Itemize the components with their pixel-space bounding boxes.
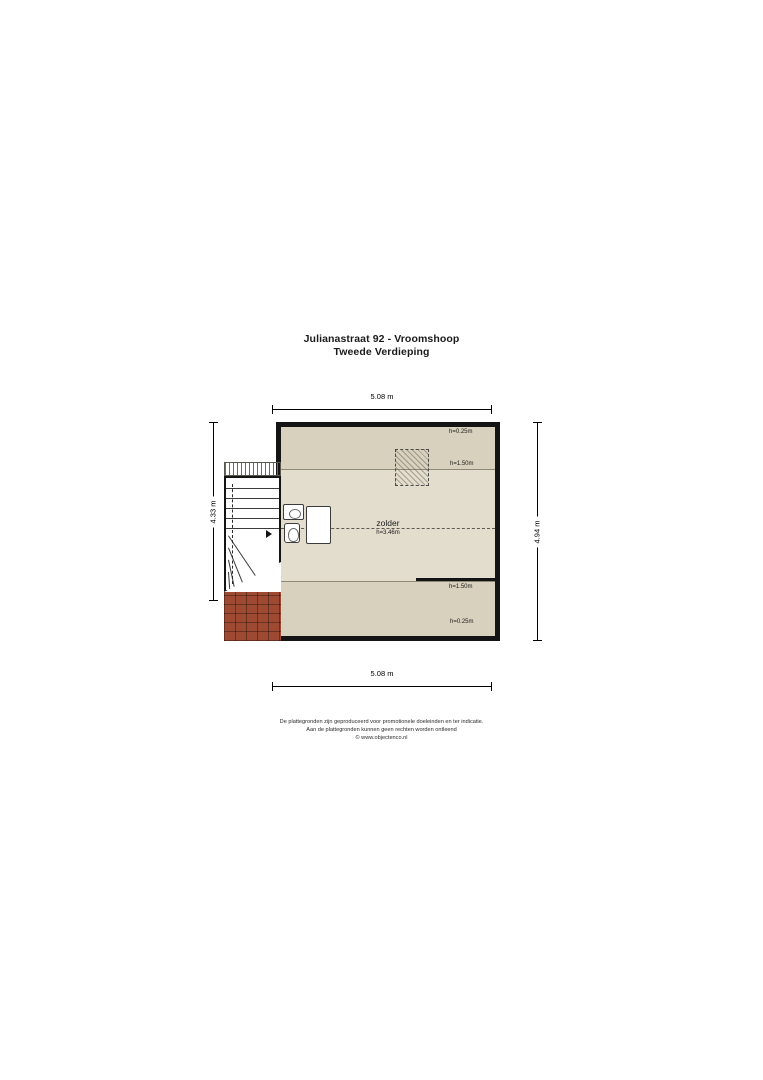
dimension-top-width-label: 5.08 m bbox=[367, 392, 398, 401]
dimension-tick-top bbox=[209, 422, 218, 423]
stair-hatch-icon bbox=[224, 462, 281, 476]
dimension-left-height-label: 4.33 m bbox=[209, 496, 218, 527]
height-tag-bottom-025: h=0.25m bbox=[450, 619, 474, 625]
stair-void-triangle bbox=[224, 562, 281, 592]
dimension-tick-left bbox=[272, 682, 273, 691]
stair-direction-arrow-icon bbox=[266, 530, 272, 538]
floorplan-area bbox=[200, 365, 560, 705]
dimension-tick-bottom bbox=[533, 640, 542, 641]
bathtub-icon bbox=[306, 506, 331, 544]
copyright-line: © www.objectenco.nl bbox=[355, 735, 408, 741]
dimension-right-height-label: 4.94 m bbox=[533, 516, 542, 547]
disclaimer-line-2: Aan de plattegronden kunnen geen rechten worden ontleend bbox=[306, 727, 457, 733]
dimension-left-height bbox=[206, 422, 220, 601]
roof-tile-area bbox=[224, 592, 281, 641]
chimney-shaft-icon bbox=[395, 449, 429, 486]
disclaimer-line-1: De plattegronden zijn geproduceerd voor promotionele doeleinden en ter indicatie. bbox=[279, 719, 484, 725]
dimension-tick-right bbox=[491, 405, 492, 414]
low-wall-right bbox=[416, 578, 495, 581]
dimension-tick-bottom bbox=[209, 600, 218, 601]
height-tag-bottom-150: h=1.50m bbox=[449, 584, 473, 590]
ceiling-zone-divider-bottom bbox=[281, 581, 495, 582]
dimension-right-height bbox=[530, 422, 544, 641]
height-tag-top-025: h=0.25m bbox=[449, 429, 473, 435]
room-ceiling-height: h=3.46m bbox=[376, 530, 400, 536]
plan-floor-name: Tweede Verdieping bbox=[333, 346, 430, 358]
washbasin-icon bbox=[283, 504, 304, 520]
dimension-tick-top bbox=[533, 422, 542, 423]
height-tag-top-150: h=1.50m bbox=[450, 461, 474, 467]
disclaimer-block bbox=[0, 718, 763, 742]
plan-title-block bbox=[0, 333, 763, 359]
room-name: zolder bbox=[376, 518, 400, 528]
dimension-top-width bbox=[272, 392, 492, 415]
dimension-tick-left bbox=[272, 405, 273, 414]
dimension-bottom-width bbox=[272, 669, 492, 692]
dimension-bottom-width-label: 5.08 m bbox=[367, 669, 398, 678]
dimension-tick-right bbox=[491, 682, 492, 691]
room-label-zolder bbox=[338, 518, 438, 537]
dimension-line bbox=[272, 409, 492, 410]
toilet-icon bbox=[284, 523, 300, 543]
floorplan-drawing bbox=[276, 422, 500, 641]
plan-address: Julianastraat 92 - Vroomshoop bbox=[303, 333, 460, 345]
dimension-line bbox=[272, 686, 492, 687]
ceiling-zone-divider-top bbox=[281, 469, 495, 470]
